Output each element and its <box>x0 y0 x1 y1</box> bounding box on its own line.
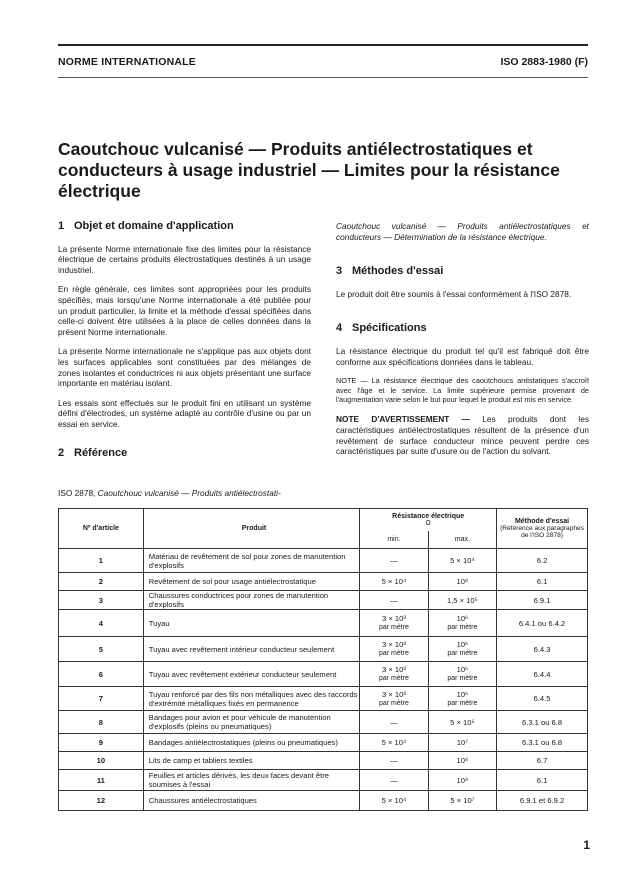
resistance-min <box>360 734 428 752</box>
note: NOTE — La résistance électrique des caoutchoucs antistatiques s'accroît avec l'âge et le service. La limite supérieure permise provenant de l'augmentation varie selon le but pour lequel le produit est mis en service. <box>336 376 589 404</box>
table-row <box>59 610 588 637</box>
header-resistance: Résistance électrique Ω <box>360 509 497 531</box>
max-value: 5 × 10⁴ <box>450 556 475 565</box>
per-metre-label: par mètre <box>447 699 478 707</box>
product-name: Bandages pour avion et pour véhicule de manutention d'explosifs (pleins ou pneumatiques) <box>143 711 360 734</box>
article-number: 9 <box>59 734 144 752</box>
product-name: Tuyau renforcé par des fils non métalliques avec des raccords d'extrémité métalliques fixés en permanence <box>143 687 360 711</box>
table-row <box>59 591 588 610</box>
min-value: 3 × 10³ <box>382 640 406 649</box>
section-3-paragraph: Le produit doit être soumis à l'essai conformément à l'ISO 2878. <box>336 288 572 299</box>
min-value: 5 × 10⁴ <box>381 577 407 586</box>
test-method: 6.3.1 ou 6.8 <box>497 734 588 752</box>
product-name: Feuilles et articles dérivés, les deux faces devant être soumises à l'essai <box>143 770 360 791</box>
article-number: 8 <box>59 711 144 734</box>
resistance-max <box>428 791 496 811</box>
document-title: Caoutchouc vulcanisé — Produits antiélectrostatiques et conducteurs à usage industriel — Limites pour la résistance électrique <box>58 139 560 201</box>
header-min: min. <box>360 531 428 549</box>
resistance-min <box>360 791 428 811</box>
test-method: 6.4.3 <box>497 637 588 662</box>
min-value: — <box>390 775 398 785</box>
test-method: 6.4.4 <box>497 662 588 687</box>
table-row <box>59 752 588 770</box>
test-method: 6.1 <box>497 770 588 791</box>
article-number: 4 <box>59 610 144 637</box>
article-number: 10 <box>59 752 144 770</box>
product-name: Chaussures conductrices pour zones de manutention d'explosifs <box>143 591 360 610</box>
min-value: — <box>390 556 398 565</box>
page-number: 1 <box>583 838 590 852</box>
resistance-min <box>360 687 428 711</box>
test-method: 6.2 <box>497 549 588 573</box>
resistance-max <box>428 711 496 734</box>
unit-ohm: Ω <box>425 519 431 527</box>
max-value: 10⁸ <box>456 577 469 586</box>
max-value: 10⁶ <box>456 640 469 649</box>
resistance-min <box>360 711 428 734</box>
table-row <box>59 734 588 752</box>
warning-note: NOTE D'AVERTISSEMENT — Les produits dont les caractéristiques antiélectrostatiques résultent de la présence d'un revêtement de surface conducteur mince peuvent perdre ces caractéristiques par suite d'usure ou de l'action du solvant. <box>336 414 589 457</box>
reference-title: Caoutchouc vulcanisé — Produits antiélectrostatiques et conducteurs — Détermination de la résistance électrique. <box>336 221 589 242</box>
section-4-paragraph: La résistance électrique du produit tel qu'il est fabriqué doit être conforme aux spécifications données dans le tableau. <box>336 345 589 367</box>
product-name: Matériau de revêtement de sol pour zones de manutention d'explosifs <box>143 549 360 573</box>
header-product: Produit <box>143 509 360 549</box>
header-article-number: Nº d'article <box>59 509 144 549</box>
resistance-min <box>360 752 428 770</box>
resistance-max <box>428 637 496 662</box>
product-name: Tuyau avec revêtement intérieur conducteur seulement <box>143 637 360 662</box>
section-1-paragraph: Les essais sont effectués sur le produit fini en utilisant un système défini d'électrodes, un système adapté au contrôle d'usine ou par un essai en service. <box>58 397 311 429</box>
product-name: Revêtement de sol pour usage antiélectrostatique <box>143 573 360 591</box>
min-value: 3 × 10³ <box>382 614 406 623</box>
max-value: 10⁸ <box>456 756 469 765</box>
test-method: 6.9.1 <box>497 591 588 610</box>
max-value: 10⁸ <box>456 775 469 785</box>
max-value: 10⁷ <box>456 738 468 747</box>
resistance-max <box>428 610 496 637</box>
max-value: 10⁶ <box>456 689 469 699</box>
standard-type: NORME INTERNATIONALE <box>58 56 196 68</box>
product-name: Chaussures antiélectrostatiques <box>143 791 360 811</box>
header-bottom-rule <box>58 77 588 78</box>
table-row <box>59 662 588 687</box>
max-value: 5 × 10⁷ <box>450 796 475 805</box>
table-row <box>59 711 588 734</box>
section-1-paragraph: La présente Norme internationale fixe des limites pour la résistance électrique de certains produits électrostatiques destinés à un usage industriel. <box>58 243 311 275</box>
resistance-min <box>360 637 428 662</box>
per-metre-label: par mètre <box>447 624 478 631</box>
reference-line: ISO 2878, Caoutchouc vulcanisé — Produits antiélectrostati- <box>58 488 281 498</box>
resistance-max <box>428 662 496 687</box>
table-row <box>59 791 588 811</box>
test-method: 6.4.1 ou 6.4.2 <box>497 610 588 637</box>
min-value: 5 × 10⁴ <box>381 796 407 805</box>
resistance-min <box>360 610 428 637</box>
article-number: 3 <box>59 591 144 610</box>
per-metre-label: par mètre <box>378 699 409 707</box>
resistance-max <box>428 549 496 573</box>
test-method: 6.4.5 <box>497 687 588 711</box>
product-name: Tuyau avec revêtement extérieur conducteur seulement <box>143 662 360 687</box>
test-method: 6.3.1 ou 6.8 <box>497 711 588 734</box>
resistance-min <box>360 770 428 791</box>
resistance-max <box>428 734 496 752</box>
product-name: Tuyau <box>143 610 360 637</box>
table-row <box>59 573 588 591</box>
product-name: Bandages antiélectrostatiques (pleins ou pneumatiques) <box>143 734 360 752</box>
resistance-max <box>428 591 496 610</box>
min-value: — <box>390 756 398 765</box>
article-number: 2 <box>59 573 144 591</box>
test-method: 6.9.1 et 6.9.2 <box>497 791 588 811</box>
section-1-paragraph: En règle générale, ces limites sont appropriées pour les produits spécifiés, mais lorsqu'une Norme internationale a été publiée pour un produit particulier, la limite et la méthode d'essai spécifiées dans celle-ci doivent être utilisées à la place de celles données dans la présent Norme internationale. <box>58 284 311 337</box>
test-method: 6.7 <box>497 752 588 770</box>
test-method: 6.1 <box>497 573 588 591</box>
per-metre-label: par mètre <box>378 675 409 682</box>
per-metre-label: par mètre <box>378 624 409 631</box>
header-max: max. <box>428 531 496 549</box>
article-number: 5 <box>59 637 144 662</box>
min-value: — <box>390 717 398 727</box>
resistance-min <box>360 662 428 687</box>
resistance-max <box>428 573 496 591</box>
table-row <box>59 637 588 662</box>
per-metre-label: par mètre <box>447 675 478 682</box>
article-number: 1 <box>59 549 144 573</box>
per-metre-label: par mètre <box>378 650 409 657</box>
product-name: Lits de camp et tabliers textiles <box>143 752 360 770</box>
max-value: 10⁶ <box>456 665 469 674</box>
right-column <box>336 221 589 466</box>
min-value: 5 × 10⁴ <box>381 738 407 747</box>
section-1-paragraph: La présente Norme internationale ne s'applique pas aux objets dont les surfaces applicables sont constituées par des mélanges de zones isolantes et conductrices ni aux objets présentant une surface importante en matériau isolant. <box>58 346 311 389</box>
standard-number: ISO 2883-1980 (F) <box>500 56 588 68</box>
min-value: 3 × 10³ <box>382 665 406 674</box>
table-body <box>59 549 588 811</box>
resistance-max <box>428 687 496 711</box>
min-value: 3 × 10³ <box>382 689 406 699</box>
reference-continuation <box>336 221 589 242</box>
header-method: Méthode d'essai (Référence aux paragraphes de l'ISO 2878) <box>497 509 588 549</box>
table-row <box>59 687 588 711</box>
max-value: 5 × 10⁵ <box>450 717 475 727</box>
section-4-heading: 4 Spécifications <box>336 322 427 335</box>
article-number: 6 <box>59 662 144 687</box>
header-top-rule <box>58 44 588 46</box>
resistance-max <box>428 752 496 770</box>
article-number: 7 <box>59 687 144 711</box>
resistance-min <box>360 591 428 610</box>
article-number: 12 <box>59 791 144 811</box>
section-1-heading: 1 Objet et domaine d'application <box>58 220 234 232</box>
resistance-min <box>360 549 428 573</box>
table-row <box>59 770 588 791</box>
specification-table <box>58 508 588 811</box>
min-value: — <box>390 595 398 605</box>
table-row <box>59 549 588 573</box>
left-column <box>58 221 311 470</box>
resistance-max <box>428 770 496 791</box>
max-value: 1,5 × 10⁵ <box>446 595 478 605</box>
max-value: 10⁶ <box>456 614 469 623</box>
per-metre-label: par mètre <box>447 650 478 657</box>
section-2-heading: 2 Référence <box>58 446 128 459</box>
resistance-min <box>360 573 428 591</box>
article-number: 11 <box>59 770 144 791</box>
section-3-heading: 3 Méthodes d'essai <box>336 265 444 278</box>
